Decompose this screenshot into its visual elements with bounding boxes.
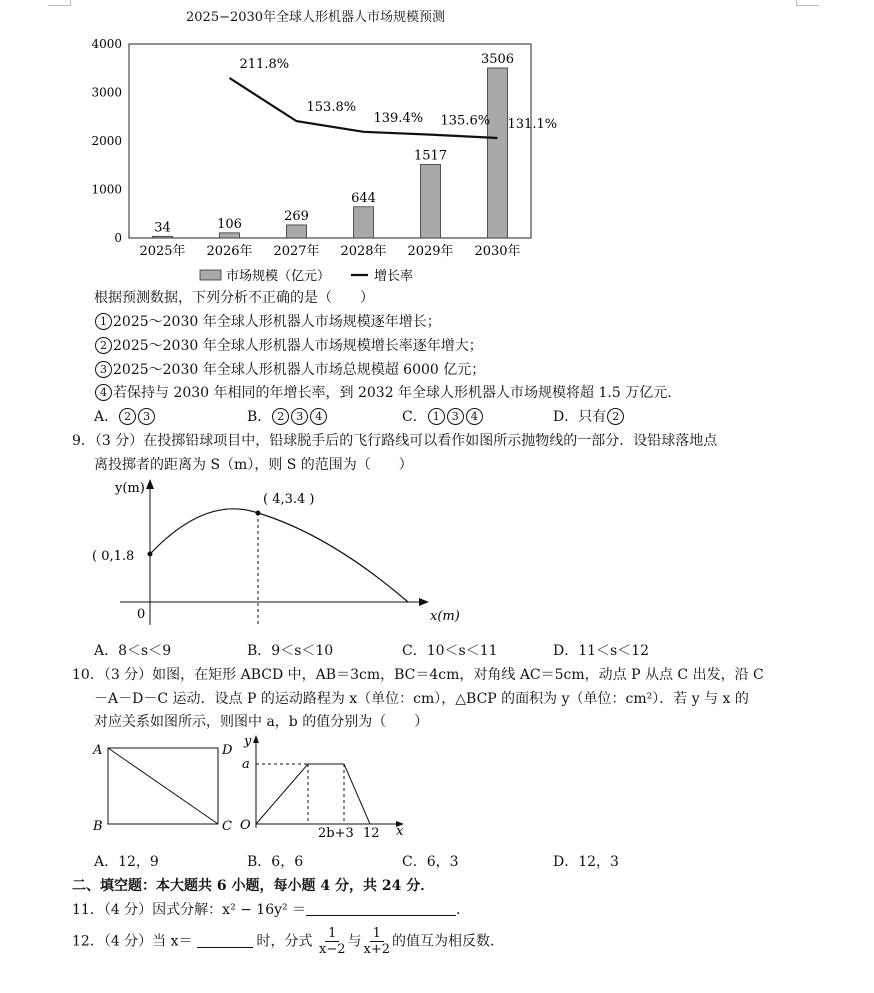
bar (220, 233, 240, 238)
x-tick-label: 2026年 (206, 244, 253, 259)
y-tick-label: 4000 (91, 37, 122, 51)
chart-frame (129, 44, 531, 238)
chart-title: 2025−2030年全球人形机器人市场规模预测 (186, 10, 446, 25)
q10-option-a[interactable]: A．12，9 (94, 854, 159, 870)
y-axis-arrow (146, 479, 154, 489)
origin-label: O (240, 818, 251, 833)
growth-rate-label: 153.8% (306, 100, 357, 116)
q9-option-b[interactable]: B．9＜s＜10 (247, 643, 334, 659)
y-axis-label: y(m) (115, 481, 145, 496)
origin-label: 0 (137, 607, 146, 622)
vertex-b: B (93, 819, 103, 834)
x-tick-label: 2025年 (139, 244, 186, 259)
y-label: y (244, 734, 252, 749)
area-function-line (256, 764, 370, 824)
tick-12: 12 (363, 826, 380, 840)
bar-value-label: 1517 (413, 148, 448, 164)
q9-option-a[interactable]: A．8＜s＜9 (94, 643, 172, 659)
bar-value-label: 269 (284, 208, 309, 224)
circled-number: 1 (95, 313, 112, 330)
bar (287, 225, 307, 238)
x-tick-label: 2028年 (340, 244, 387, 259)
diagonal-ac (108, 748, 218, 824)
tick-2b3: 2b+3 (318, 826, 354, 840)
x-axis-arrow (419, 598, 429, 606)
x-label: x (396, 824, 404, 839)
bar (421, 164, 441, 238)
q8-option-d[interactable]: D．只有 2 (553, 406, 625, 426)
y-tick-label: 3000 (91, 85, 122, 100)
growth-rate-label: 139.4% (373, 110, 424, 126)
market-chart (0, 0, 874, 290)
peak-label: ( 4,3.4 ) (263, 492, 315, 507)
q8-statement-2: 2 2025～2030 年全球人形机器人市场规模增长率逐年增大； (94, 335, 483, 355)
bar-value-label: 3506 (480, 51, 515, 67)
area-graph (236, 730, 416, 840)
bar-value-label: 34 (154, 220, 171, 236)
x-tick-label: 2027年 (273, 244, 320, 259)
circled-number: 2 (95, 337, 112, 354)
bar (354, 207, 374, 238)
q10-stem-line-2: －A－D－C 运动．设点 P 的运动路程为 x（单位：cm），△BCP 的面积为 y（单位：cm²）．若 y 与 x 的 (94, 691, 749, 707)
bar (488, 68, 508, 238)
growth-rate-label: 131.1% (507, 117, 558, 132)
q10-stem-line-1: 10．（3 分）如图，在矩形 ABCD 中，AB＝3cm，BC＝4cm，对角线 AC＝5cm，动点 P 从点 C 出发，沿 C (72, 667, 764, 683)
fraction-1: $\frac{1}{x-2}$ (318, 926, 346, 957)
q8-stem: 根据预测数据，下列分析不正确的是（ ） (94, 290, 374, 306)
q8-statement-4: 4 若保持与 2030 年相同的年增长率，到 2032 年全球人形机器人市场规模将超 1.5 万亿元. (94, 382, 672, 402)
q10-option-d[interactable]: D．12，3 (553, 854, 619, 870)
q9-stem-line-1: 9．（3 分）在投掷铅球项目中，铅球脱手后的飞行路线可以看作如图所示抛物线的一部分．设铅球落地点 (72, 433, 718, 449)
bar-value-label: 644 (351, 190, 376, 206)
circled-number: 3 (95, 361, 112, 378)
legend-bar-swatch (200, 270, 221, 280)
bar-value-label: 106 (217, 216, 242, 232)
y-axis-arrow (253, 735, 259, 743)
growth-rate-label: 135.6% (440, 113, 491, 129)
parabola-graph (80, 475, 560, 635)
start-point (148, 552, 153, 557)
q11: 11．（4 分）因式分解：x² − 16y² ＝ ． (72, 902, 471, 918)
a-label: a (242, 757, 250, 772)
vertex-d: D (222, 743, 233, 758)
legend-line-label: 增长率 (374, 269, 414, 284)
q10-option-c[interactable]: C．6，3 (402, 854, 459, 870)
q10-stem-line-3: 对应关系如图所示，则图中 a，b 的值分别为（ ） (94, 714, 429, 730)
q9-stem-line-2: 离投掷者的距离为 S（m），则 S 的范围为（ ） (94, 457, 413, 473)
y-tick-label: 2000 (91, 134, 122, 148)
y-tick-label: 1000 (91, 182, 122, 197)
circled-number: 4 (95, 384, 112, 401)
x-tick-label: 2029年 (407, 244, 454, 259)
x-tick-label: 2030年 (474, 244, 521, 259)
q12-answer-blank[interactable] (197, 935, 253, 948)
vertex-a: A (93, 743, 103, 758)
growth-rate-label: 211.8% (239, 57, 290, 72)
q8-statement-1: 1 2025～2030 年全球人形机器人市场规模逐年增长； (94, 311, 441, 331)
x-axis-label: x(m) (430, 609, 460, 624)
q8-option-b[interactable]: B． 2 3 4 (247, 406, 328, 426)
y-tick-label: 0 (114, 231, 122, 245)
q11-answer-blank[interactable] (306, 903, 456, 916)
start-label: ( 0,1.8 (92, 549, 135, 564)
legend-bar-label: 市场规模（亿元） (226, 269, 331, 284)
q8-statement-3: 3 2025～2030 年全球人形机器人市场总规模超 6000 亿元； (94, 359, 485, 379)
q10-option-b[interactable]: B．6，6 (247, 854, 304, 870)
peak-point (256, 511, 261, 516)
fraction-2: $\frac{1}{x+2}$ (363, 926, 390, 957)
q9-option-c[interactable]: C．10＜s＜11 (402, 643, 498, 659)
vertex-c: C (222, 819, 232, 834)
q12: 12．（4 分）当 x＝ 时，分式 $\frac{1}{x-2}$ 与 $\frac{1}{x+2}$ 的值互为相反数. (72, 926, 495, 957)
section-2-heading: 二、填空题：本大题共 6 小题，每小题 4 分，共 24 分． (72, 878, 435, 894)
q9-option-d[interactable]: D．11＜s＜12 (553, 643, 650, 659)
q8-option-a[interactable]: A． 2 3 (94, 406, 156, 426)
growth-rate-line (230, 78, 498, 138)
bar (153, 236, 173, 238)
parabola-curve (150, 509, 408, 602)
q8-option-c[interactable]: C． 1 3 4 (402, 406, 484, 426)
